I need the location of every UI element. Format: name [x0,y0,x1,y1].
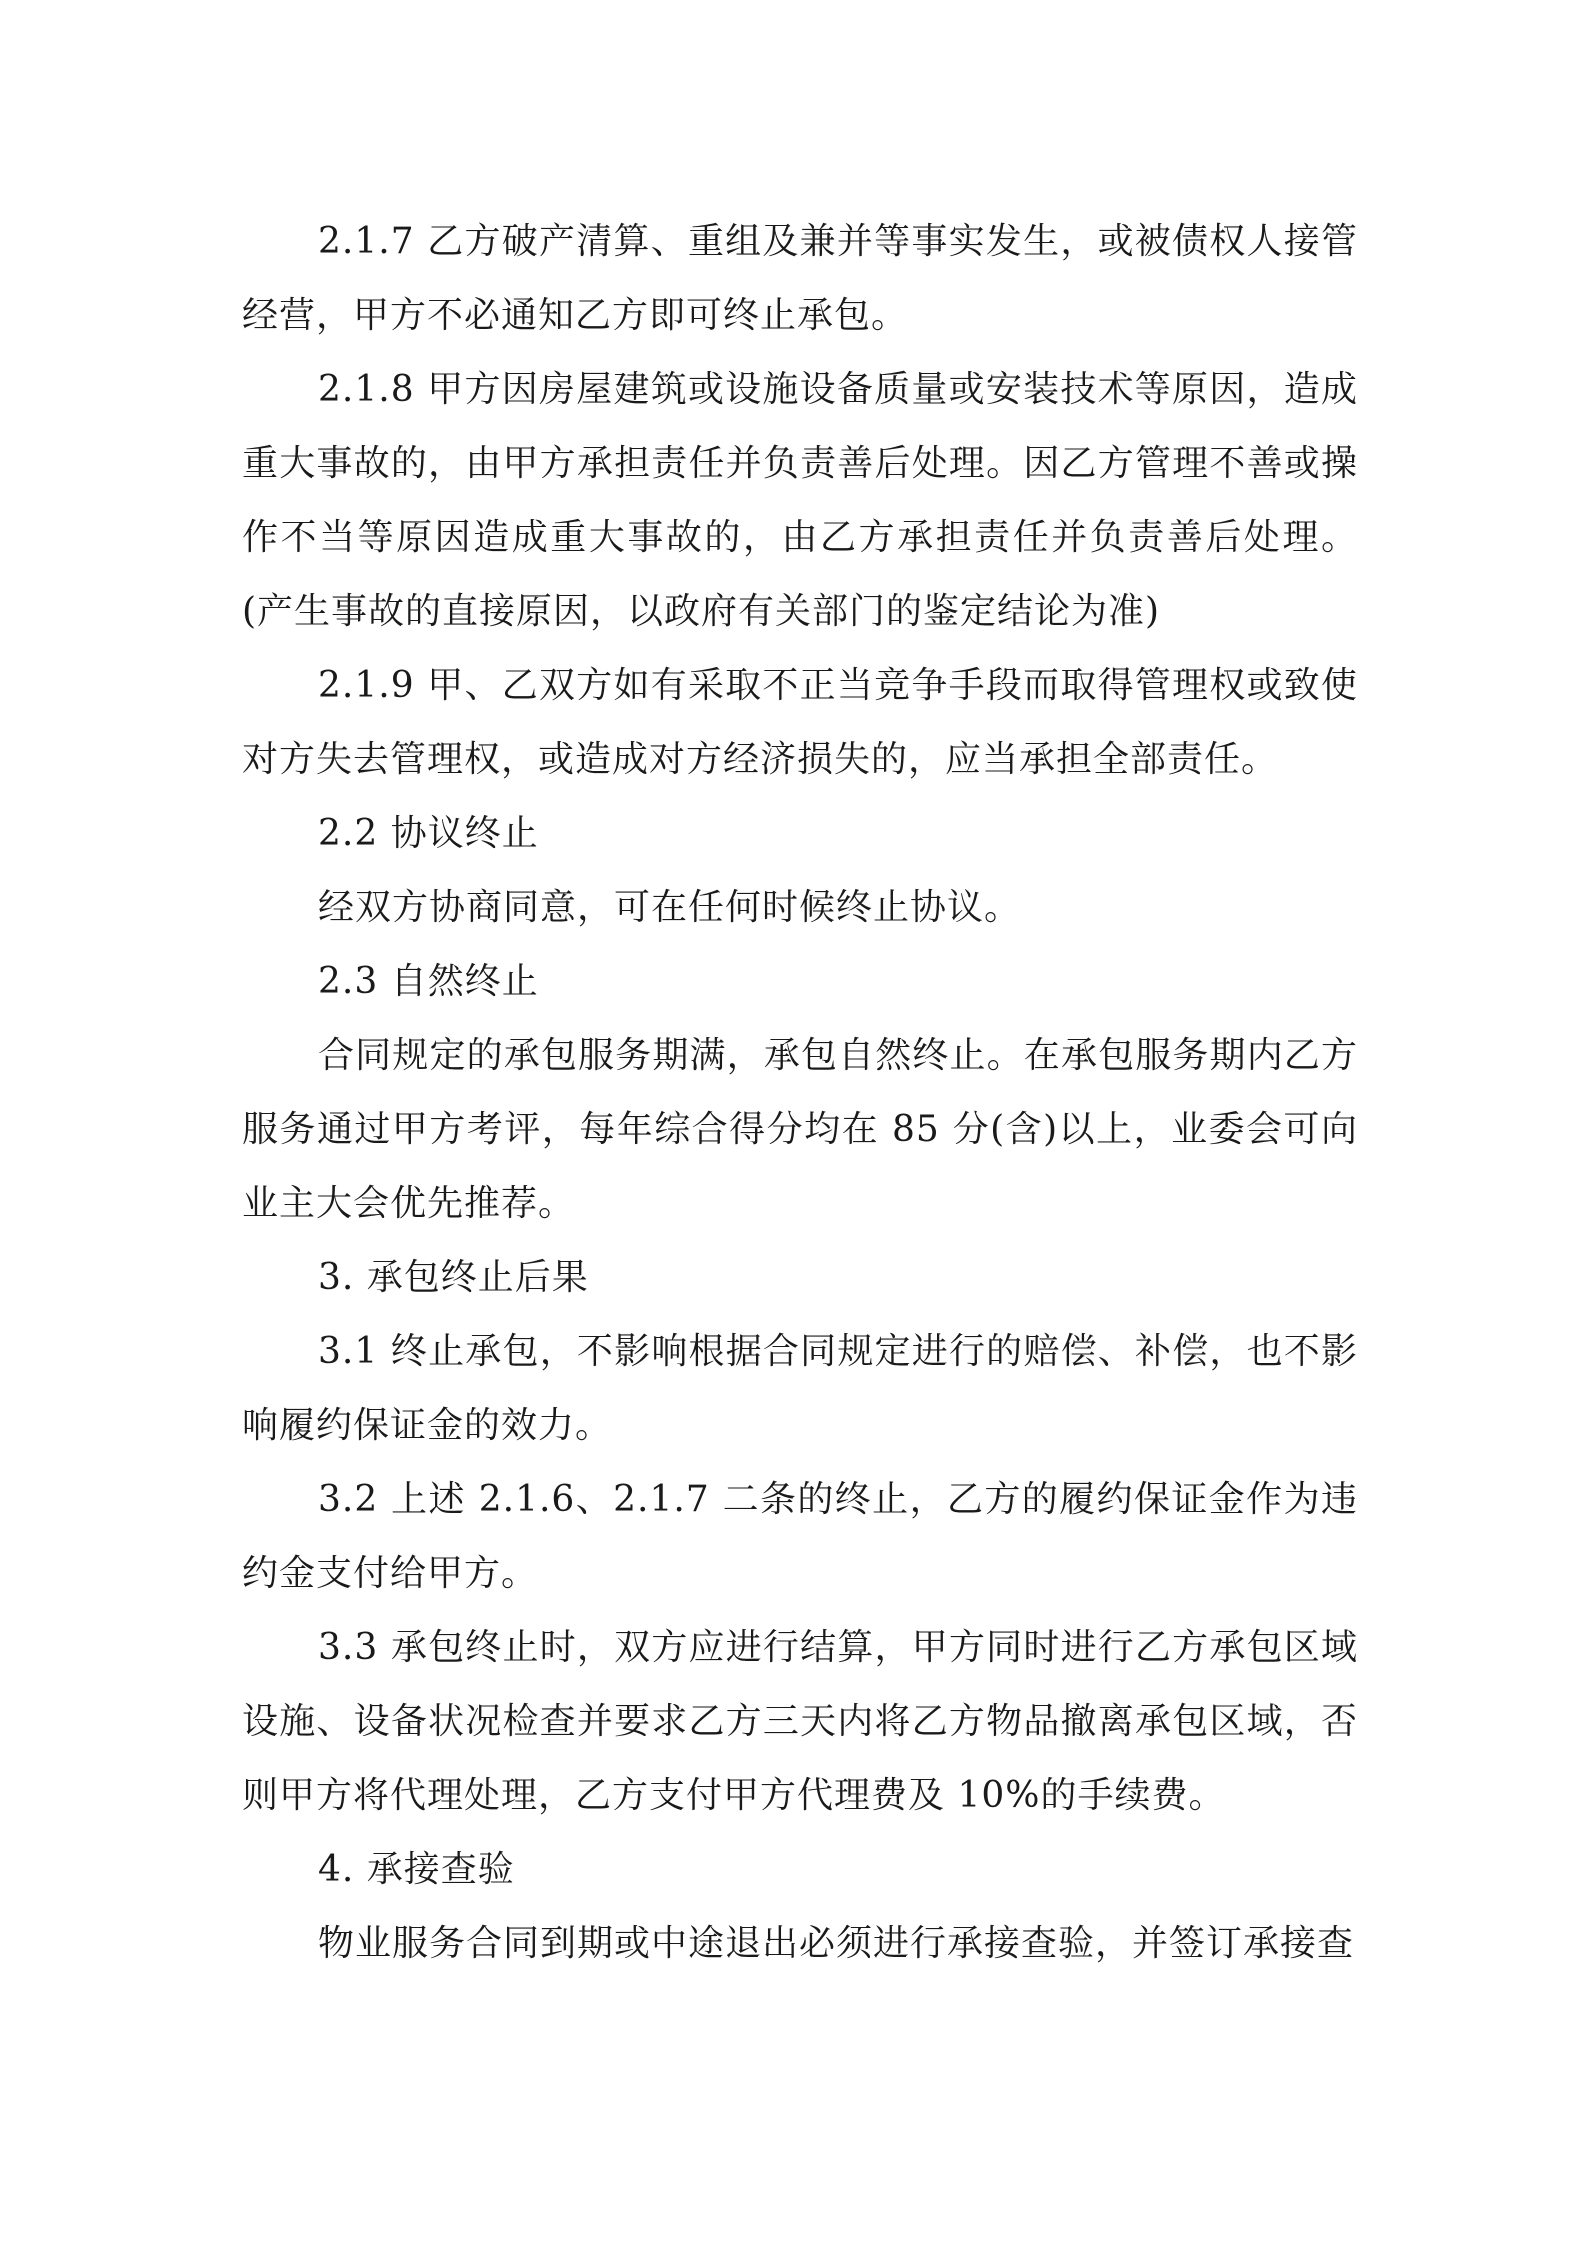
clause-3-1: 3.1 终止承包，不影响根据合同规定进行的赔偿、补偿，也不影响履约保证金的效力。 [242,1331,1358,1446]
clause-2-1-9: 2.1.9 甲、乙双方如有采取不正当竞争手段而取得管理权或致使对方失去管理权，或造成对方经济损失的，应当承担全部责任。 [242,665,1358,780]
clause-3-2: 3.2 上述 2.1.6、2.1.7 二条的终止，乙方的履约保证金作为违约金支付给甲方。 [242,1479,1358,1594]
section-2-3-heading: 2.3 自然终止 [318,961,539,1002]
section-4-text: 物业服务合同到期或中途退出必须进行承接查验，并签订承接查 [318,1923,1355,1964]
clause-2-1-8: 2.1.8 甲方因房屋建筑或设施设备质量或安装技术等原因，造成重大事故的，由甲方承担责任并负责善后处理。因乙方管理不善或操作不当等原因造成重大事故的，由乙方承担责任并负责善后处理。(产生事故的直接原因，以政府有关部门的鉴定结论为准) [242,369,1358,632]
section-4-heading: 4. 承接查验 [318,1849,515,1890]
section-2-2-text: 经双方协商同意，可在任何时候终止协议。 [318,887,1022,928]
clause-2-1-7: 2.1.7 乙方破产清算、重组及兼并等事实发生，或被债权人接管经营，甲方不必通知乙方即可终止承包。 [242,221,1358,336]
document-body [242,205,1358,1981]
section-2-3-text: 合同规定的承包服务期满，承包自然终止。在承包服务期内乙方服务通过甲方考评，每年综合得分均在 85 分(含)以上，业委会可向业主大会优先推荐。 [242,1035,1358,1224]
clause-3-3: 3.3 承包终止时，双方应进行结算，甲方同时进行乙方承包区域设施、设备状况检查并要求乙方三天内将乙方物品撤离承包区域，否则甲方将代理处理，乙方支付甲方代理费及 10%的手续费。 [242,1627,1358,1816]
section-2-2-heading: 2.2 协议终止 [318,813,539,854]
section-3-heading: 3. 承包终止后果 [318,1257,589,1298]
